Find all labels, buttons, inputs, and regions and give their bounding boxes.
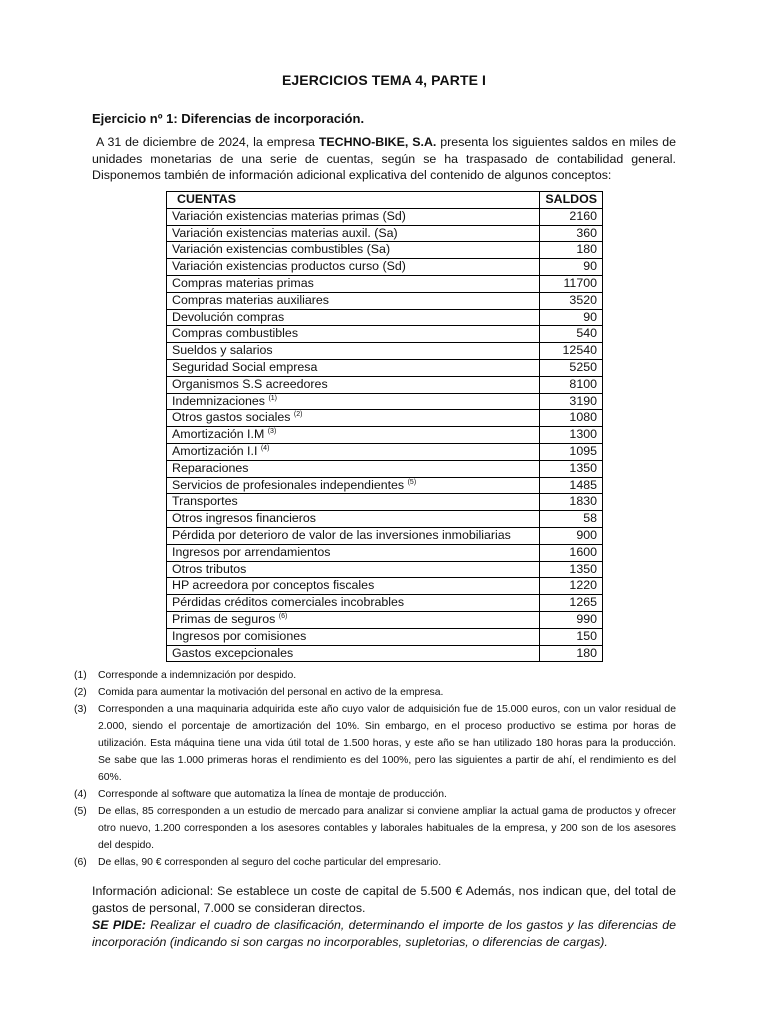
account-name xyxy=(167,494,540,511)
company-name: TECHNO-BIKE, S.A. xyxy=(318,135,437,149)
account-balance: 180 xyxy=(540,242,603,259)
account-name xyxy=(167,242,540,259)
account-balance: 11700 xyxy=(540,275,603,292)
account-name xyxy=(167,410,540,427)
footnote-ref: (1) xyxy=(268,394,277,402)
table-row xyxy=(167,443,603,460)
page-title: EJERCICIOS TEMA 4, PARTE I xyxy=(281,72,487,88)
account-label: Sueldos y salarios xyxy=(172,343,273,358)
account-name xyxy=(167,259,540,276)
account-name xyxy=(167,393,540,410)
account-label: Otros tributos xyxy=(172,561,247,576)
account-name xyxy=(167,292,540,309)
account-label: Reparaciones xyxy=(172,460,249,475)
footnote-text: Corresponden a una maquinaria adquirida este año cuyo valor de adquisición fue de 15.000 euros, con un valor residual de 2.000, siendo el porcentaje de amortización del 10%. Sin embargo, en el proceso productivo se estima por horas de utilización. Esta máquina tiene una vida útil total de 1.500 horas, y este año se han utilizado 180 horas para la producción. Se sabe que las 1.000 primeras horas el rendimiento es del 100%, pero las siguientes a partir de ahí, el rendimiento es del 60%. xyxy=(98,704,676,783)
table-row xyxy=(167,645,603,662)
footnote-text: Corresponde al software que automatiza la línea de montaje de producción. xyxy=(98,789,447,800)
table-row xyxy=(167,544,603,561)
intro-paragraph xyxy=(92,134,676,184)
account-name xyxy=(167,208,540,225)
account-name xyxy=(167,309,540,326)
account-name xyxy=(167,527,540,544)
account-balance: 3190 xyxy=(540,393,603,410)
account-label: HP acreedora por conceptos fiscales xyxy=(172,578,375,593)
account-name xyxy=(167,359,540,376)
account-name xyxy=(167,544,540,561)
account-label: Compras combustibles xyxy=(172,326,299,341)
footnote-text: Corresponde a indemnización por despido. xyxy=(98,670,297,681)
account-balance: 990 xyxy=(540,611,603,628)
intro-text-end: presenta los siguientes saldos en miles de unidades monetarias de una serie de cuentas, según se ha traspasado de contabilidad general. Disponemos también de información adicional explicativa del contenido de algunos conceptos: xyxy=(92,135,676,182)
table-row xyxy=(167,309,603,326)
account-balance: 1485 xyxy=(540,477,603,494)
table-row xyxy=(167,595,603,612)
table-row xyxy=(167,494,603,511)
account-label: Otros gastos sociales xyxy=(172,410,291,425)
account-name xyxy=(167,511,540,528)
account-balance: 90 xyxy=(540,259,603,276)
account-label: Indemnizaciones xyxy=(172,393,265,408)
footnote-ref: (4) xyxy=(260,444,270,452)
account-balance: 1600 xyxy=(540,544,603,561)
task-statement xyxy=(92,917,676,951)
account-balance: 1350 xyxy=(540,561,603,578)
account-balance: 1350 xyxy=(540,460,603,477)
account-label: Ingresos por arrendamientos xyxy=(172,544,331,559)
account-label: Compras materias primas xyxy=(172,275,314,290)
footnote-number: (1) xyxy=(74,670,87,681)
table-row xyxy=(167,275,603,292)
footnote-item xyxy=(74,786,676,803)
footnote-number: (3) xyxy=(74,704,87,715)
account-balance: 2160 xyxy=(540,208,603,225)
table-row xyxy=(167,477,603,494)
account-label: Ingresos por comisiones xyxy=(172,628,307,643)
task-text: Realizar el cuadro de clasificación, determinando el importe de los gastos y las diferencias de incorporación (indicando si son cargas no incorporables, supletorias, o diferencias de cargas). xyxy=(92,918,676,949)
additional-info-text: Información adicional: Se establece un coste de capital de 5.500 € Además, nos indican que, del total de gastos de personal, 7.000 se consideran directos. xyxy=(92,884,676,915)
account-label: Pérdidas créditos comerciales incobrables xyxy=(172,595,405,610)
account-label: Transportes xyxy=(172,494,238,509)
account-label: Compras materias auxiliares xyxy=(172,292,330,307)
account-label: Seguridad Social empresa xyxy=(172,359,318,374)
footnote-ref: (6) xyxy=(278,612,288,620)
account-name xyxy=(167,343,540,360)
task-label: SE PIDE: xyxy=(92,918,146,932)
account-balance: 1265 xyxy=(540,595,603,612)
intro-text-start: A 31 de diciembre de 2024, la empresa xyxy=(95,135,319,149)
account-name xyxy=(167,611,540,628)
account-label: Organismos S.S acreedores xyxy=(172,376,328,391)
footnote-item xyxy=(74,701,676,786)
account-name xyxy=(167,443,540,460)
table-row xyxy=(167,343,603,360)
header-balances: SALDOS xyxy=(540,192,603,209)
account-balance: 1220 xyxy=(540,578,603,595)
header-accounts: CUENTAS xyxy=(167,192,540,209)
account-label: Servicios de profesionales independientes xyxy=(172,477,405,492)
footnote-text: De ellas, 85 corresponden a un estudio de mercado para analizar si conviene ampliar la actual gama de productos y ofrecer otro nuevo, 1.200 corresponden a los asesores contables y laborales habituales de la empresa, y 200 son de los asesores del despido. xyxy=(98,806,676,851)
footnote-text: De ellas, 90 € corresponden al seguro del coche particular del empresario. xyxy=(98,857,442,868)
account-balance: 1095 xyxy=(540,443,603,460)
footnote-number: (6) xyxy=(74,857,87,868)
account-label: Primas de seguros xyxy=(172,611,276,626)
accounts-table xyxy=(166,191,603,662)
account-name xyxy=(167,628,540,645)
account-balance: 90 xyxy=(540,309,603,326)
table-row xyxy=(167,561,603,578)
exercise-title: Ejercicio nº 1: Diferencias de incorporación. xyxy=(92,111,365,126)
table-row xyxy=(167,511,603,528)
account-name xyxy=(167,427,540,444)
account-balance: 1080 xyxy=(540,410,603,427)
additional-info xyxy=(92,883,676,951)
table-row xyxy=(167,292,603,309)
account-name xyxy=(167,477,540,494)
footnote-item xyxy=(74,667,676,684)
table-row xyxy=(167,410,603,427)
table-row xyxy=(167,427,603,444)
footnote-ref: (2) xyxy=(293,411,303,419)
table-row xyxy=(167,527,603,544)
account-label: Variación existencias materias auxil. (Sa) xyxy=(172,225,398,240)
footnote-ref: (5) xyxy=(407,478,417,486)
table-row xyxy=(167,225,603,242)
account-label: Otros ingresos financieros xyxy=(172,511,316,526)
account-balance: 150 xyxy=(540,628,603,645)
account-label: Variación existencias materias primas (Sd) xyxy=(172,208,406,223)
accounts-table-body xyxy=(167,208,603,662)
account-name xyxy=(167,645,540,662)
table-row xyxy=(167,242,603,259)
table-header-row xyxy=(167,192,603,209)
account-balance: 540 xyxy=(540,326,603,343)
account-name xyxy=(167,460,540,477)
account-label: Amortización I.M xyxy=(172,427,265,442)
footnote-item xyxy=(74,803,676,854)
account-balance: 180 xyxy=(540,645,603,662)
account-balance: 1300 xyxy=(540,427,603,444)
footnote-item xyxy=(74,684,676,701)
table-row xyxy=(167,578,603,595)
account-label: Pérdida por deterioro de valor de las inversiones inmobiliarias xyxy=(172,527,511,542)
account-balance: 900 xyxy=(540,527,603,544)
account-name xyxy=(167,326,540,343)
table-row xyxy=(167,326,603,343)
account-name xyxy=(167,578,540,595)
account-balance: 5250 xyxy=(540,359,603,376)
account-balance: 1830 xyxy=(540,494,603,511)
account-balance: 58 xyxy=(540,511,603,528)
account-name xyxy=(167,376,540,393)
table-row xyxy=(167,460,603,477)
table-row xyxy=(167,259,603,276)
account-name xyxy=(167,561,540,578)
account-label: Variación existencias combustibles (Sa) xyxy=(172,242,391,257)
table-row xyxy=(167,208,603,225)
account-balance: 3520 xyxy=(540,292,603,309)
footnote-item xyxy=(74,854,676,871)
account-name xyxy=(167,225,540,242)
account-balance: 12540 xyxy=(540,343,603,360)
footnote-ref: (3) xyxy=(267,428,277,436)
account-label: Variación existencias productos curso (Sd) xyxy=(172,259,406,274)
account-name xyxy=(167,595,540,612)
account-label: Amortización I.I xyxy=(172,443,258,458)
account-balance: 360 xyxy=(540,225,603,242)
table-row xyxy=(167,359,603,376)
account-name xyxy=(167,275,540,292)
footnote-number: (5) xyxy=(74,806,87,817)
account-balance: 8100 xyxy=(540,376,603,393)
footnotes-list xyxy=(74,667,676,871)
account-label: Devolución compras xyxy=(172,309,285,324)
footnote-text: Comida para aumentar la motivación del personal en activo de la empresa. xyxy=(98,687,444,698)
footnote-number: (4) xyxy=(74,789,87,800)
table-row xyxy=(167,376,603,393)
table-row xyxy=(167,393,603,410)
footnote-number: (2) xyxy=(74,687,87,698)
table-row xyxy=(167,611,603,628)
table-row xyxy=(167,628,603,645)
account-label: Gastos excepcionales xyxy=(172,645,294,660)
